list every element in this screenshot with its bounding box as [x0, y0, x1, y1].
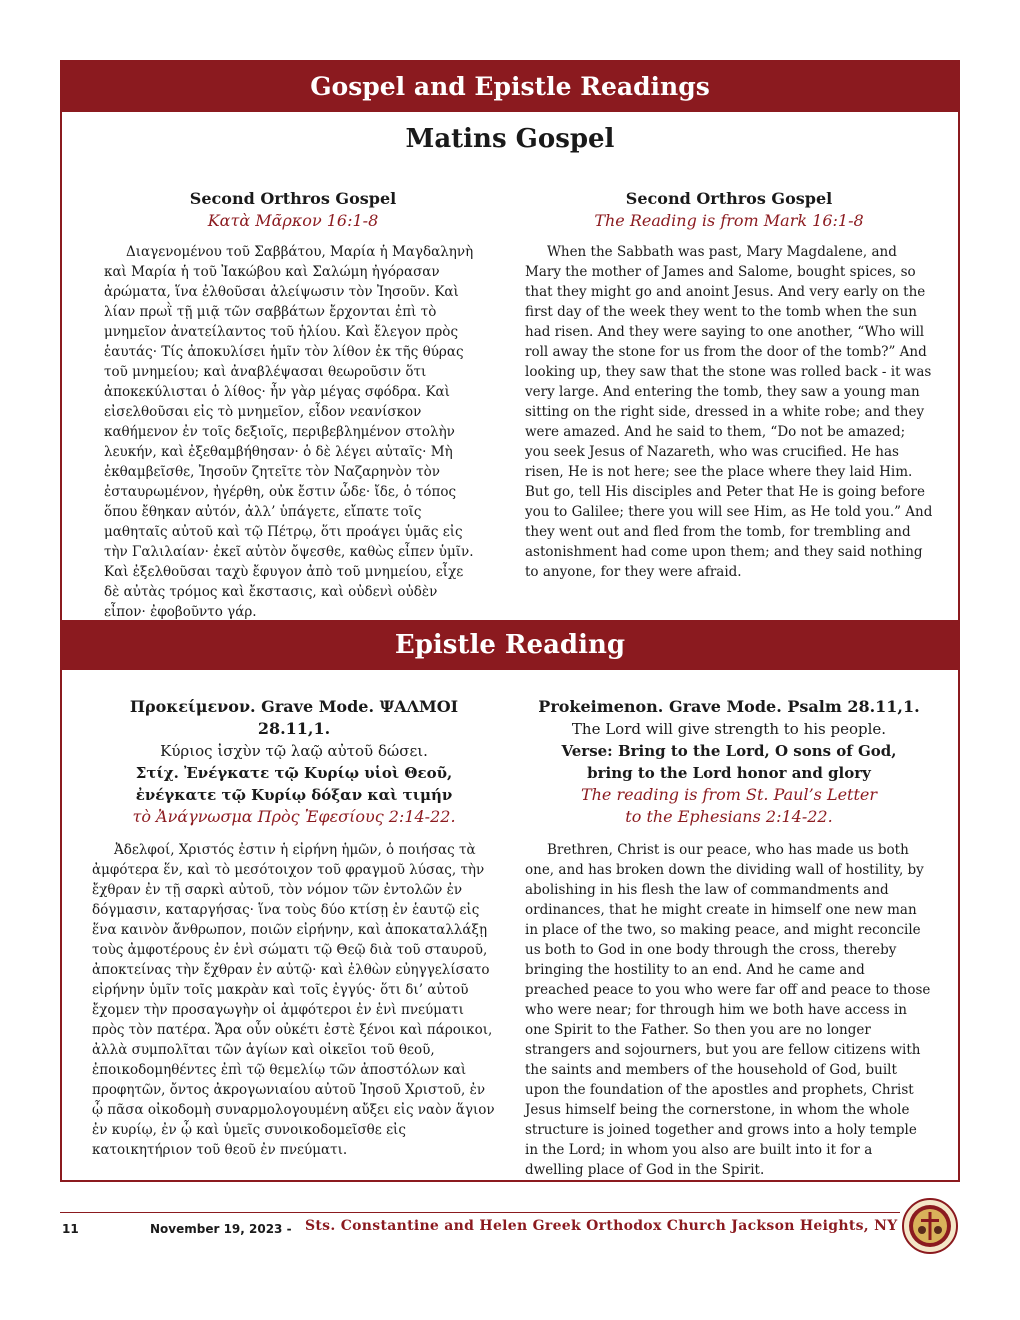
- epistle-english-reference-1: The reading is from St. Paul’s Letter: [580, 785, 878, 804]
- epistle-greek-text: Ἀδελφοί, Χριστός ἐστιν ἡ εἰρήνη ἡμῶν, ὁ ποιήσας τὰ ἀμφότερα ἕν, καὶ τὸ μεσότοιχον τοῦ φραγμοῦ λύσας, τὴν ἔχθραν ἐν τῇ σαρκὶ αὐτοῦ, τὸν νόμον τῶν ἐντολῶν ἐν δόγμασιν, καταργήσας· ἵνα τοὺς δύο κτίσῃ ἐν ἑαυτῷ εἰς ἕνα καινὸν ἄνθρωπον, ποιῶν εἰρήνην, καὶ ἀποκαταλλάξῃ τοὺς ἀμφοτέρους ἐν ἑνὶ σώματι τῷ Θεῷ διὰ τοῦ σταυροῦ, ἀποκτείνας τὴν ἔχθραν ἐν αὐτῷ· καὶ ἐλθὼν εὐηγγελίσατο εἰρήνην ὑμῖν τοῖς μακρὰν καὶ τοῖς ἐγγύς· ὅτι δι’ αὐτοῦ ἔχομεν τὴν προσαγωγὴν οἱ ἀμφότεροι ἐν ἑνὶ πνεύματι πρὸς τὸν πατέρα. Ἄρα οὖν οὐκέτι ἐστὲ ξένοι καὶ πάροικοι, ἀλλὰ συμπολῖται τῶν ἁγίων καὶ οἰκεῖοι τοῦ θεοῦ, ἐποικοδομηθέντες ἐπὶ τῷ θεμελίῳ τῶν ἀποστόλων καὶ προφητῶν, ὄντος ἀκρογωνιαίου αὐτοῦ Ἰησοῦ Χριστοῦ, ἐν ᾧ πᾶσα οἰκοδομὴ συναρμολογουμένη αὔξει εἰς ναὸν ἅγιον ἐν κυρίῳ, ἐν ᾧ καὶ ὑμεῖς συνοικοδομεῖσθε εἰς κατοικητήριον τοῦ θεοῦ ἐν πνεύματι.: [92, 842, 495, 1158]
- footer-date: November 19, 2023 -: [150, 1222, 292, 1236]
- gospel-greek-column: [104, 188, 482, 622]
- banner-epistle-reading: Epistle Reading: [62, 620, 958, 670]
- epistle-english-verse2: bring to the Lord honor and glory: [587, 764, 871, 782]
- epistle-greek-heading: Προκείμενον. Grave Mode. ΨΑΛΜΟΙ 28.11,1.: [129, 697, 459, 738]
- epistle-greek-column: [92, 696, 496, 1160]
- gospel-greek-reference: Κατὰ Μᾶρκον 16:1-8: [207, 211, 379, 230]
- epistle-english-line1: The Lord will give strength to his people.: [571, 720, 887, 738]
- epistle-greek-reference: τὸ Ἀνάγνωσμα Πρὸς Ἐφεσίους 2:14-22.: [132, 807, 456, 826]
- epistle-english-reference-2: to the Ephesians 2:14-22.: [625, 807, 833, 826]
- gospel-english-heading: Second Orthros Gospel: [625, 189, 833, 208]
- gospel-greek-heading: Second Orthros Gospel: [189, 189, 397, 208]
- epistle-english-verse1: Verse: Bring to the Lord, O sons of God,: [561, 742, 897, 760]
- matins-gospel-title: Matins Gospel: [405, 124, 615, 154]
- banner-gospel-epistle: Gospel and Epistle Readings: [62, 62, 958, 112]
- epistle-english-heading: Prokeimenon. Grave Mode. Psalm 28.11,1.: [538, 697, 920, 716]
- church-seal-icon: [902, 1198, 958, 1254]
- gospel-greek-text: Διαγενομένου τοῦ Σαββάτου, Μαρία ἡ Μαγδαληνὴ καὶ Μαρία ἡ τοῦ Ἰακώβου καὶ Σαλώμη ἠγόρασαν ἀρώματα, ἵνα ἐλθοῦσαι ἀλείψωσιν τὸν Ἰησοῦν. Καὶ λίαν πρωῒ τῇ μιᾷ τῶν σαββάτων ἔρχονται ἐπὶ τὸ μνημεῖον ἀνατείλαντος τοῦ ἡλίου. Καὶ ἔλεγον πρὸς ἑαυτάς· Τίς ἀποκυλίσει ἡμῖν τὸν λίθον ἐκ τῆς θύρας τοῦ μνημείου; καὶ ἀναβλέψασαι θεωροῦσιν ὅτι ἀποκεκύλισται ὁ λίθος· ἦν γὰρ μέγας σφόδρα. Καὶ εἰσελθοῦσαι εἰς τὸ μνημεῖον, εἶδον νεανίσκον καθήμενον ἐν τοῖς δεξιοῖς, περιβεβλημένον στολὴν λευκήν, καὶ ἐξεθαμβήθησαν· ὁ δὲ λέγει αὐταῖς· Μὴ ἐκθαμβεῖσθε, Ἰησοῦν ζητεῖτε τὸν Ναζαρηνὸν τὸν ἐσταυρωμένον, ἠγέρθη, οὐκ ἔστιν ὧδε· ἴδε, ὁ τόπος ὅπου ἔθηκαν αὐτόν, ἀλλ’ ὑπάγετε, εἴπατε τοῖς μαθηταῖς αὐτοῦ καὶ τῷ Πέτρῳ, ὅτι προάγει ὑμᾶς εἰς τὴν Γαλιλαίαν· ἐκεῖ αὐτὸν ὄψεσθε, καθὼς εἶπεν ὑμῖν. Καὶ ἐξελθοῦσαι ταχὺ ἔφυγον ἀπὸ τοῦ μνημείου, εἶχε δὲ αὐτὰς τρόμος καὶ ἔκστασις, καὶ οὐδενὶ οὐδὲν εἶπον· ἐφοβοῦντο γάρ.: [104, 244, 474, 620]
- gospel-english-column: [525, 188, 933, 582]
- page-number: 11: [62, 1222, 79, 1236]
- epistle-greek-verse2: ἐνέγκατε τῷ Κυρίῳ δόξαν καὶ τιμήν: [135, 786, 453, 804]
- epistle-english-column: [525, 696, 933, 1180]
- epistle-greek-verse1: Στίχ. Ἐνέγκατε τῷ Κυρίῳ υἱοὶ Θεοῦ,: [135, 764, 453, 782]
- footer-divider: [60, 1212, 900, 1213]
- epistle-english-text: Brethren, Christ is our peace, who has made us both one, and has broken down the dividing wall of hostility, by abolishing in his flesh the law of commandments and ordinances, that he might create in himself one new man in place of the two, so making peace, and might reconcile us both to God in one body through the cross, thereby bringing the hostility to an end. And he came and preached peace to you who were far off and peace to those who were near; for through him we both have access in one Spirit to the Father. So then you are no longer strangers and sojourners, but you are fellow citizens with the saints and members of the household of God, built upon the foundation of the apostles and prophets, Christ Jesus himself being the cornerstone, in whom the whole structure is joined together and grows into a holy temple in the Lord; in whom you also are built into it for a dwelling place of God in the Spirit.: [525, 842, 931, 1178]
- epistle-greek-line1: Κύριος ἰσχὺν τῷ λαῷ αὐτοῦ δώσει.: [160, 742, 428, 760]
- footer-church-name: Sts. Constantine and Helen Greek Orthodox Church Jackson Heights, NY: [305, 1218, 898, 1234]
- gospel-english-reference: The Reading is from Mark 16:1-8: [594, 211, 864, 230]
- gospel-english-text: When the Sabbath was past, Mary Magdalene, and Mary the mother of James and Salome, bought spices, so that they might go and anoint Jesus. And very early on the first day of the week they went to the tomb when the sun had risen. And they were saying to one another, “Who will roll away the stone for us from the door of the tomb?” And looking up, they saw that the stone was rolled back - it was very large. And entering the tomb, they saw a young man sitting on the right side, dressed in a white robe; and they were amazed. And he said to them, “Do not be amazed; you seek Jesus of Nazareth, who was crucified. He has risen, He is not here; see the place where they laid Him. But go, tell His disciples and Peter that He is going before you to Galilee; there you will see Him, as He told you.” And they went out and fled from the tomb, for trembling and astonishment had come upon them; and they said nothing to anyone, for they were afraid.: [525, 244, 933, 580]
- readings-frame: [60, 60, 960, 1182]
